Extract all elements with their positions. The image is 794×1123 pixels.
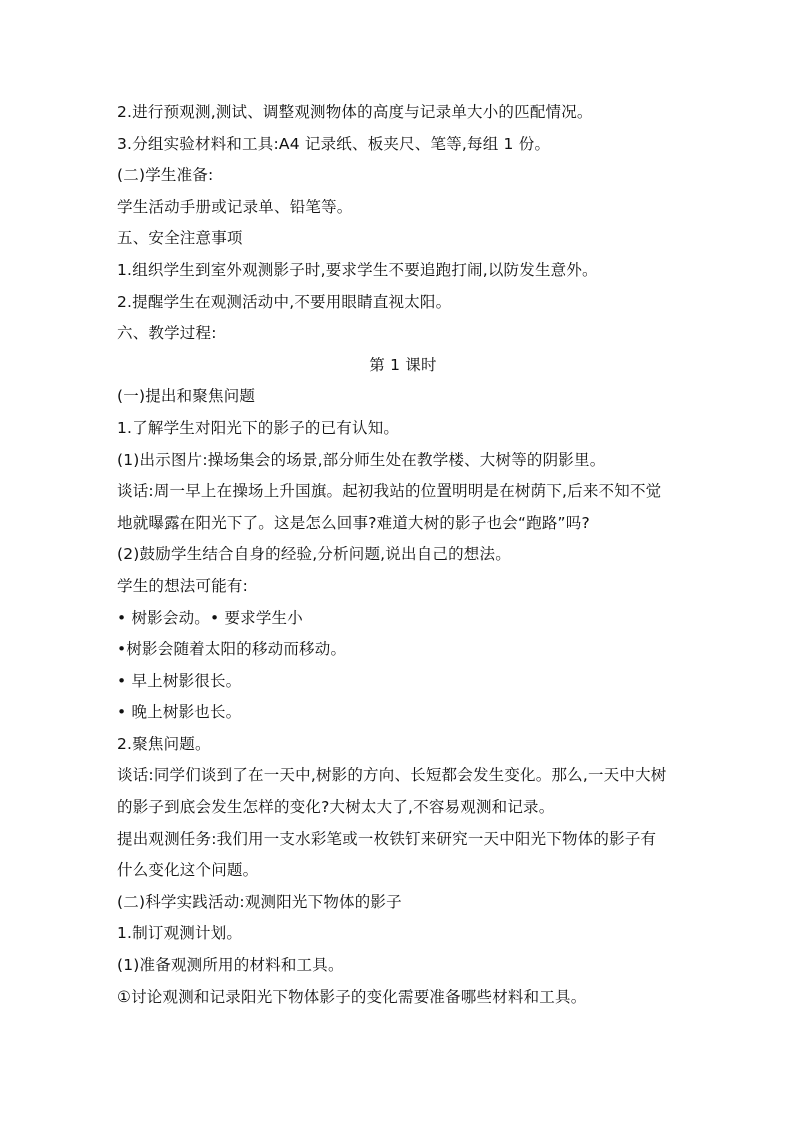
text-line-24: 提出观测任务:我们用一支水彩笔或一枚铁钉来研究一天中阳光下物体的影子有 (117, 829, 657, 848)
subsection-heading-2: (二)科学实践活动:观测阳光下物体的影子 (117, 892, 402, 911)
text-line-16: 学生的想法可能有: (117, 576, 249, 595)
bullet-line-4: • 晚上树影也长。 (117, 703, 242, 722)
text-line-21: 2.聚焦问题。 (117, 734, 211, 753)
section-heading-student-prep: (二)学生准备: (117, 166, 214, 185)
document-body (117, 97, 689, 1013)
section-heading-teaching-process: 六、教学过程: (117, 324, 217, 343)
bullet-line-3: • 早上树影很长。 (117, 671, 242, 690)
subsection-heading-1: (一)提出和聚焦问题 (117, 387, 256, 406)
text-line-23: 的影子到底会发生怎样的变化?大树太大了,不容易观测和记录。 (117, 798, 555, 817)
section-heading-safety: 五、安全注意事项 (117, 229, 243, 248)
text-line-25: 什么变化这个问题。 (117, 861, 259, 880)
text-line-1: 2.进行预观测,测试、调整观测物体的高度与记录单大小的匹配情况。 (117, 103, 593, 121)
text-line-15: (2)鼓励学生结合自身的经验,分析问题,说出自己的想法。 (117, 545, 511, 564)
text-line-28: (1)准备观测所用的材料和工具。 (117, 956, 344, 975)
text-line-14: 地就曝露在阳光下了。这是怎么回事?难道大树的影子也会“跑路”吗? (117, 513, 590, 532)
text-line-13: 谈话:周一早上在操场上升国旗。起初我站的位置明明是在树荫下,后来不知不觉 (117, 482, 662, 501)
text-line-6: 1.组织学生到室外观测影子时,要求学生不要追跑打闹,以防发生意外。 (117, 260, 598, 279)
bullet-line-2: •树影会随着太阳的移动而移动。 (117, 640, 347, 659)
lesson-title: 第 1 课时 (369, 355, 437, 374)
text-line-2: 3.分组实验材料和工具:A4 记录纸、板夹尺、笔等,每组 1 份。 (117, 134, 551, 153)
text-line-12: (1)出示图片:操场集会的场景,部分师生处在教学楼、大树等的阴影里。 (117, 450, 606, 469)
text-line-27: 1.制订观测计划。 (117, 924, 243, 943)
text-line-29: ①讨论观测和记录阳光下物体影子的变化需要准备哪些材料和工具。 (117, 987, 587, 1006)
text-line-22: 谈话:同学们谈到了在一天中,树影的方向、长短都会发生变化。那么,一天中大树 (117, 766, 667, 785)
text-line-4: 学生活动手册或记录单、铅笔等。 (117, 197, 353, 216)
text-line-7: 2.提醒学生在观测活动中,不要用眼睛直视太阳。 (117, 292, 452, 311)
text-line-11: 1.了解学生对阳光下的影子的已有认知。 (117, 418, 400, 437)
bullet-line-1: • 树影会动。• 要求学生小 (117, 608, 303, 627)
